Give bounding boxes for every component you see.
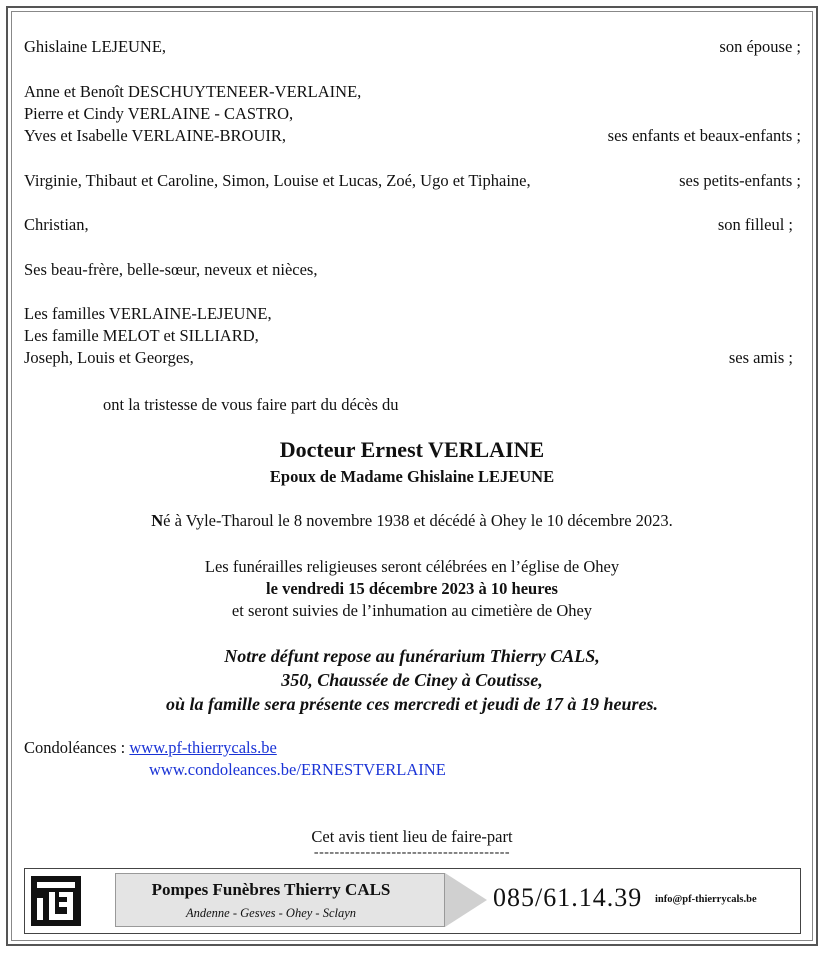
condolences-link-register[interactable]: www.condoleances.be/ERNESTVERLAINE: [149, 760, 446, 779]
family-name: Christian,: [24, 215, 89, 234]
notice-text: Cet avis tient lieu de faire-part: [311, 827, 513, 846]
family-name: Virginie, Thibaut et Caroline, Simon, Louise et Lucas, Zoé, Ugo et Tiphaine,: [24, 171, 531, 190]
family-role: ses enfants et beaux-enfants ;: [607, 126, 801, 145]
deceased-name: Docteur Ernest VERLAINE: [279, 437, 545, 462]
funeral-line-1: Les funérailles religieuses seront célébrées en l’église de Ohey: [204, 557, 620, 576]
rest-line-2: 350, Chaussée de Ciney à Coutisse,: [281, 670, 543, 690]
tcg-logo-icon: [31, 876, 81, 926]
funeral-home-banner: [24, 868, 801, 934]
family-name: Pierre et Cindy VERLAINE - CASTRO,: [24, 104, 294, 123]
announcement-text: ont la tristesse de vous faire part du décès du: [103, 395, 399, 414]
company-towns: Andenne - Gesves - Ohey - Sclayn: [185, 906, 357, 920]
condolences-link-website[interactable]: www.pf-thierrycals.be: [129, 738, 277, 757]
family-line-child-3: [24, 125, 801, 147]
funeral-line-3: et seront suivies de l’inhumation au cimetière de Ohey: [231, 601, 593, 620]
family-name: Joseph, Louis et Georges,: [24, 348, 194, 367]
family-line-child-1: [24, 81, 801, 103]
family-name: Les famille MELOT et SILLIARD,: [24, 326, 259, 345]
family-role: ses amis ;: [728, 348, 793, 367]
family-name: Ses beau-frère, belle-sœur, neveux et nièces,: [24, 260, 318, 279]
family-name: Anne et Benoît DESCHUYTENEER-VERLAINE,: [24, 82, 362, 101]
email-address: info@pf-thierrycals.be: [655, 894, 757, 905]
condolences-label: Condoléances :: [24, 738, 130, 757]
family-name: Les familles VERLAINE-LEJEUNE,: [24, 304, 272, 323]
family-line-grandchildren: [24, 170, 801, 192]
birth-death-text: é à Vyle-Tharoul le 8 novembre 1938 et décédé à Ohey le 10 décembre 2023.: [163, 511, 673, 530]
family-name: Yves et Isabelle VERLAINE-BROUIR,: [24, 126, 286, 145]
family-line-godson: [24, 214, 793, 236]
birth-death-line: [11, 510, 813, 532]
tcg-logo: [31, 876, 81, 926]
deceased-subtitle: Epoux de Madame Ghislaine LEJEUNE: [269, 467, 555, 486]
family-line-families-1: [24, 303, 801, 325]
funeral-date: le vendredi 15 décembre 2023 à 10 heures: [266, 579, 558, 598]
family-name: Ghislaine LEJEUNE,: [24, 37, 167, 56]
condolences-line-2: [149, 759, 801, 781]
family-line-child-2: [24, 103, 801, 125]
company-box: [115, 873, 445, 927]
family-line-friends: [24, 347, 793, 369]
phone-number: 085/61.14.39: [493, 883, 643, 912]
family-line-in-laws: [24, 259, 801, 281]
family-line-spouse: [24, 36, 801, 58]
notice-dashes: --------------------------------------: [313, 845, 511, 860]
rest-line-1: Notre défunt repose au funérarium Thierry CALS,: [224, 646, 600, 666]
family-role: ses petits-enfants ;: [679, 171, 801, 190]
company-name: Pompes Funèbres Thierry CALS: [151, 880, 391, 899]
condolences-line: [24, 737, 801, 759]
family-role: son filleul ;: [717, 215, 793, 234]
banner-arrow: [445, 873, 487, 927]
birth-death-lead: N: [151, 511, 164, 530]
family-line-families-2: [24, 325, 801, 347]
family-role: son épouse ;: [719, 37, 801, 56]
rest-line-3: où la famille sera présente ces mercredi et jeudi de 17 à 19 heures.: [166, 694, 658, 714]
